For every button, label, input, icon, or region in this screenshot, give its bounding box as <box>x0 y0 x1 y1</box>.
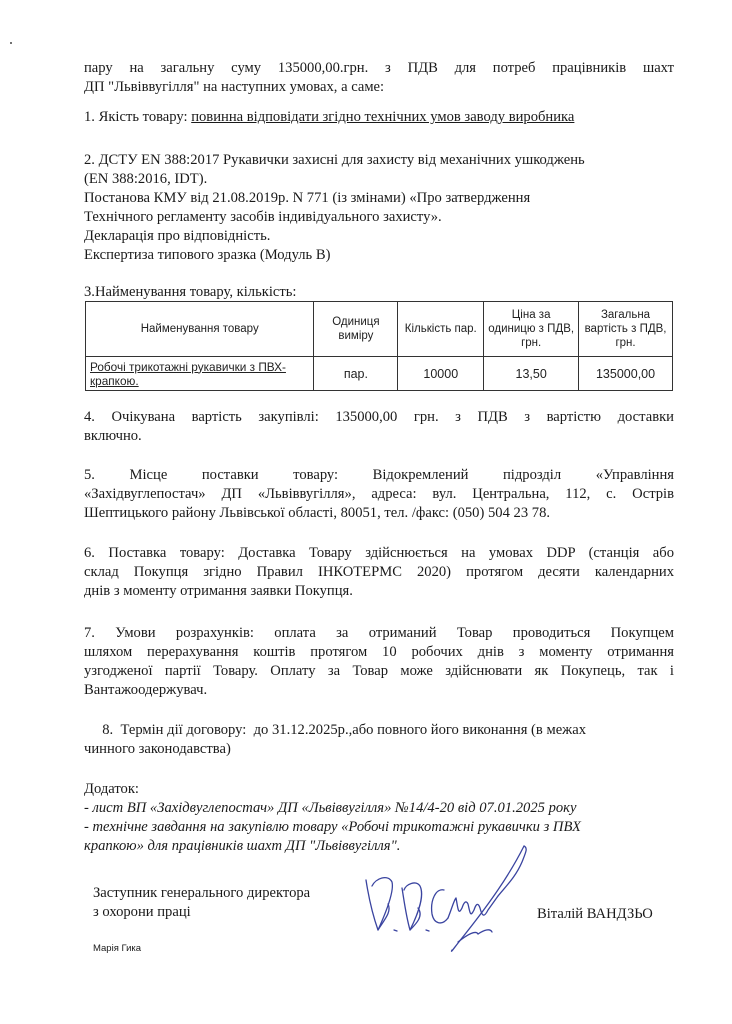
appendix-title: Додаток: <box>84 781 139 797</box>
section-2-line: Технічного регламенту засобів індивідуального захисту». <box>84 209 442 225</box>
header-qty: Кількість пар. <box>398 302 484 357</box>
cell-price: 13,50 <box>484 357 579 391</box>
section-7-line: 7. Умови розрахунків: оплата за отриманий Товар проводиться Покупцем <box>84 625 674 641</box>
section-2-line: 2. ДСТУ EN 388:2017 Рукавички захисні для захисту від механічних ушкоджень <box>84 152 585 168</box>
executor-name: Марія Гика <box>93 943 142 954</box>
section-2-line: Декларація про відповідність. <box>84 228 271 244</box>
section-5-line: Шептицького району Львівської області, 80051, тел. /факс: (050) 504 23 78. <box>84 505 551 521</box>
section-4-line: включно. <box>84 428 142 444</box>
cell-qty: 10000 <box>398 357 484 391</box>
section-7-payment <box>84 624 674 700</box>
signer-title <box>93 884 310 922</box>
cell-unit: пар. <box>314 357 398 391</box>
scan-speck <box>10 42 12 44</box>
appendix-item: крапкою» для працівників шахт ДП "Львіввугілля". <box>84 838 401 854</box>
header-total: Загальна вартість з ПДВ, грн. <box>579 302 673 357</box>
section-8-line: 8. Термін дії договору: до 31.12.2025р.,або повного його виконання (в межах <box>84 722 587 738</box>
goods-table <box>85 301 673 391</box>
section-2-line: Експертиза типового зразка (Модуль В) <box>84 247 331 263</box>
section-2-line: (EN 388:2016, IDT). <box>84 171 208 187</box>
section-1-label: 1. Якість товару: <box>84 109 192 125</box>
section-1-value: повинна відповідати згідно технічних умов заводу виробника <box>191 109 575 125</box>
section-6-line: 6. Поставка товару: Доставка Товару здійснюється на умовах DDP (станція або <box>84 545 674 561</box>
section-2-line: Постанова КМУ від 21.08.2019р. N 771 (із змінами) «Про затвердження <box>84 190 531 206</box>
section-4-cost <box>84 408 674 446</box>
intro-line-2: ДП "Львіввугілля" на наступних умовах, а саме: <box>84 79 385 95</box>
header-name: Найменування товару <box>86 302 314 357</box>
signer-title-line: з охорони праці <box>93 904 191 920</box>
appendix-item: - технічне завдання на закупівлю товару «Робочі трикотажні рукавички з ПВХ <box>84 819 581 835</box>
header-unit: Одиниця виміру <box>314 302 398 357</box>
section-5-delivery-place <box>84 466 674 523</box>
table-row <box>86 357 673 391</box>
cell-total: 135000,00 <box>579 357 673 391</box>
handwritten-signature <box>358 838 538 968</box>
cell-name: Робочі трикотажні рукавички з ПВХ- крапкою. <box>86 357 314 391</box>
section-8-term <box>84 721 674 759</box>
section-2-standards <box>84 151 674 265</box>
section-3-title <box>84 283 674 302</box>
header-price: Ціна за одиницю з ПДВ, грн. <box>484 302 579 357</box>
section-8-line: чинного законодавства) <box>84 741 231 757</box>
section-5-line: 5. Місце поставки товару: Відокремлений підрозділ «Управління <box>84 467 674 483</box>
section-1-quality <box>84 108 674 127</box>
section-6-line: днів з моменту отримання заявки Покупця. <box>84 583 353 599</box>
section-3-title-text: 3.Найменування товару, кількість: <box>84 284 297 300</box>
section-7-line: шляхом перерахування коштів протягом 10 робочих днів з моменту отримання <box>84 644 674 660</box>
section-6-line: склад Покупця згідно Правил ІНКОТЕРМС 2020) протягом десяти календарних <box>84 564 674 580</box>
signer-name: Віталій ВАНДЗЬО <box>537 906 653 922</box>
signer-title-line: Заступник генерального директора <box>93 885 311 901</box>
section-7-line: узгодженої партії Товару. Оплату за Товар може здійснювати як Покупець, так і <box>84 663 674 679</box>
section-5-line: «Західвуглепостач» ДП «Львіввугілля», адреса: вул. Центральна, 112, с. Острів <box>84 486 674 502</box>
intro-line-1: пару на загальну суму 135000,00.грн. з ПДВ для потреб працівників шахт <box>84 60 674 76</box>
table-header-row <box>86 302 673 357</box>
intro-paragraph <box>84 59 674 97</box>
section-7-line: Вантажоодержувач. <box>84 682 208 698</box>
section-4-line: 4. Очікувана вартість закупівлі: 135000,00 грн. з ПДВ з вартістю доставки <box>84 409 674 425</box>
appendix-item: - лист ВП «Західвуглепостач» ДП «Львіввугілля» №14/4-20 від 07.01.2025 року <box>84 800 577 816</box>
section-6-delivery <box>84 544 674 601</box>
